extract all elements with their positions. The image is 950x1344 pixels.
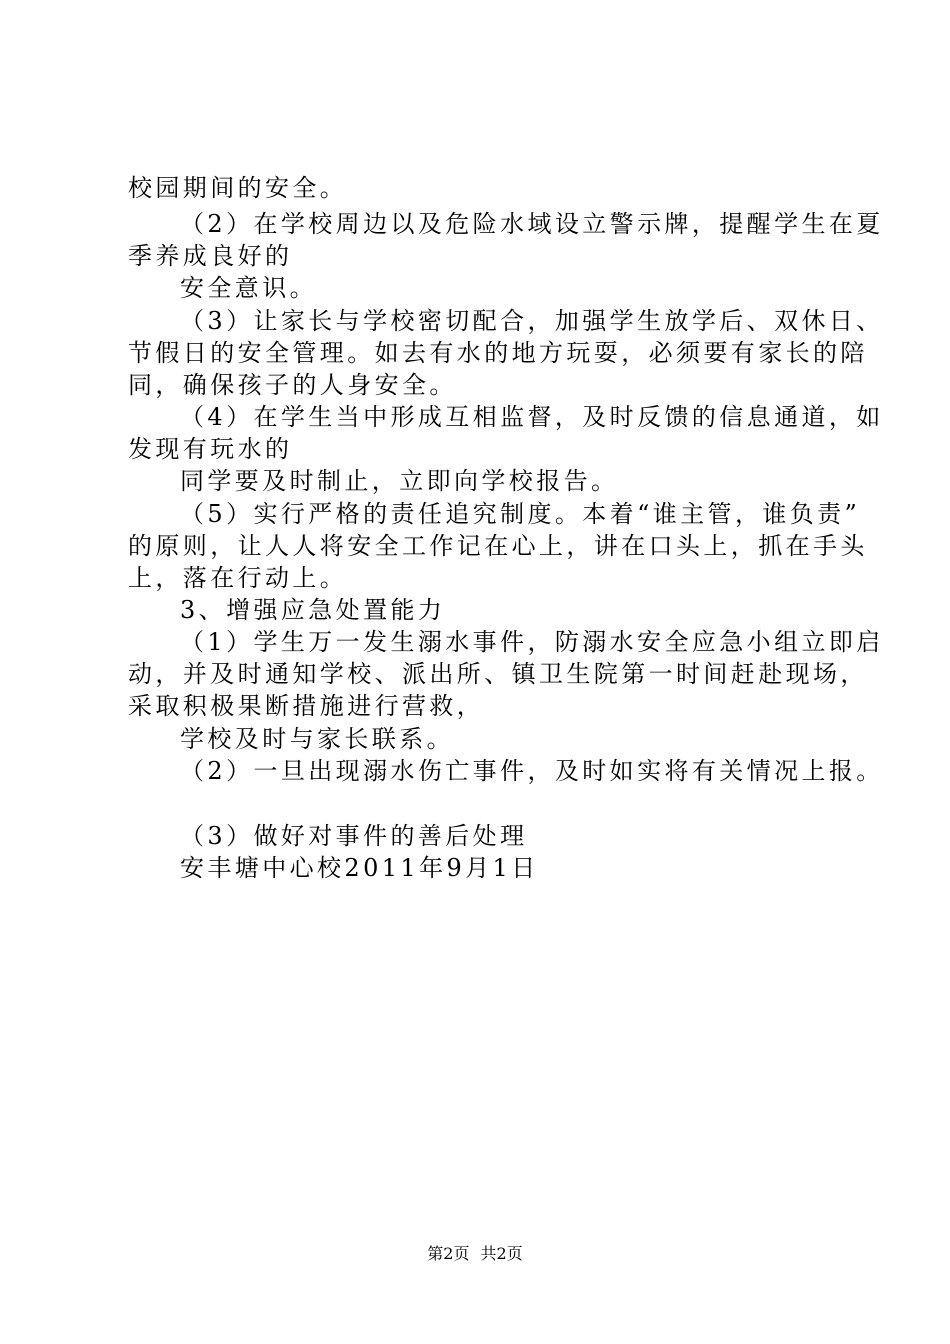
body-line: （5）实行严格的责任追究制度。本着“谁主管，谁负责” bbox=[180, 500, 861, 528]
body-line: 节假日的安全管理。如去有水的地方玩耍，必须要有家长的陪 bbox=[128, 339, 868, 367]
page-total: 共2页 bbox=[480, 1244, 523, 1263]
body-line: 同，确保孩子的人身安全。 bbox=[128, 371, 457, 399]
signature-line: 安丰塘中心校2011年9月1日 bbox=[180, 854, 539, 882]
body-line: （1）学生万一发生溺水事件，防溺水安全应急小组立即启 bbox=[180, 628, 884, 656]
body-line: 动，并及时通知学校、派出所、镇卫生院第一时间赶赴现场， bbox=[128, 660, 868, 688]
body-line: 的原则，让人人将安全工作记在心上，讲在口头上，抓在手头 bbox=[128, 532, 868, 560]
body-line: （3）让家长与学校密切配合，加强学生放学后、双休日、 bbox=[180, 307, 884, 335]
page-footer bbox=[0, 1242, 950, 1266]
body-line: （4）在学生当中形成互相监督，及时反馈的信息通道，如 bbox=[180, 403, 884, 431]
body-line: 同学要及时制止，立即向学校报告。 bbox=[180, 467, 619, 495]
body-line: （2）在学校周边以及危险水域设立警示牌，提醒学生在夏 bbox=[180, 210, 884, 238]
body-line: 学校及时与家长联系。 bbox=[180, 725, 454, 753]
body-line: 上，落在行动上。 bbox=[128, 564, 348, 592]
body-line: 发现有玩水的 bbox=[128, 435, 293, 463]
body-line: 季养成良好的 bbox=[128, 242, 293, 270]
body-line: 校园期间的安全。 bbox=[128, 174, 348, 202]
page-number: 第2页 bbox=[427, 1244, 470, 1263]
body-line: 安全意识。 bbox=[180, 274, 317, 302]
body-line: （3）做好对事件的善后处理 bbox=[180, 822, 528, 850]
section-heading: 3、增强应急处置能力 bbox=[180, 596, 446, 624]
body-line: 采取积极果断措施进行营救， bbox=[128, 692, 485, 720]
body-line: （2）一旦出现溺水伤亡事件，及时如实将有关情况上报。 bbox=[180, 757, 884, 785]
